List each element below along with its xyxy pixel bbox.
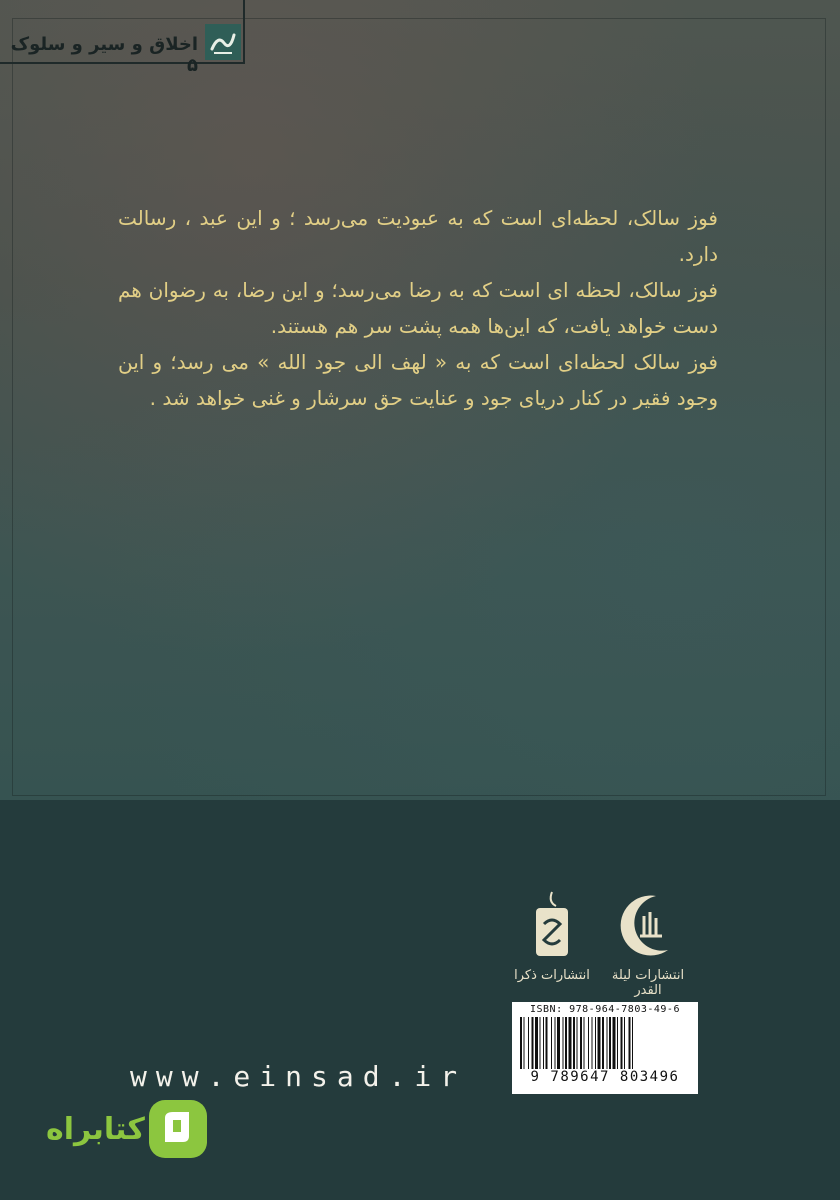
series-header: [0, 0, 245, 76]
isbn-barcode: [512, 1002, 698, 1094]
ketabrah-watermark: [40, 1096, 211, 1162]
publisher-label: انتشارات ذکرا: [514, 968, 590, 983]
crescent-moon-logo-icon: [618, 888, 678, 964]
ketabrah-label: کتابراه: [46, 1111, 145, 1147]
publisher-label: انتشارات لیلة القدر: [611, 968, 685, 998]
website-url[interactable]: www.einsad.ir: [130, 1060, 467, 1093]
isbn-digits: 9 789647 803496: [530, 1069, 680, 1085]
series-title: اخلاق و سیر و سلوک ۵: [10, 34, 198, 76]
zekra-logo-icon: [522, 888, 582, 964]
barcode-bars: [518, 1017, 692, 1069]
ketabrah-logo-icon: [145, 1096, 211, 1162]
blurb-paragraph: فوز سالک لحظه‌ای است که به « لهف الی جود الله » می رسد؛ و این وجود فقیر در کنار دریای جود و عنایت حق سرشار و غنی خواهد شد .: [118, 350, 718, 410]
back-cover-blurb: [118, 200, 718, 416]
publisher-laylat-alqadr: [598, 888, 698, 998]
blurb-paragraph: فوز سالک، لحظه‌ای است که به عبودیت می‌رسد ؛ و این عبد ، رسالت دارد.: [118, 206, 718, 266]
publisher-zekra: [502, 888, 602, 983]
isbn-label: ISBN: 978-964-7803-49-6: [530, 1004, 680, 1015]
calligraphy-logo-icon: [205, 24, 241, 60]
blurb-paragraph: فوز سالک، لحظه ای است که به رضا می‌رسد؛ و این رضا، به رضوان هم دست خواهد یافت، که این‌ها همه پشت سر هم هستند.: [118, 278, 718, 338]
